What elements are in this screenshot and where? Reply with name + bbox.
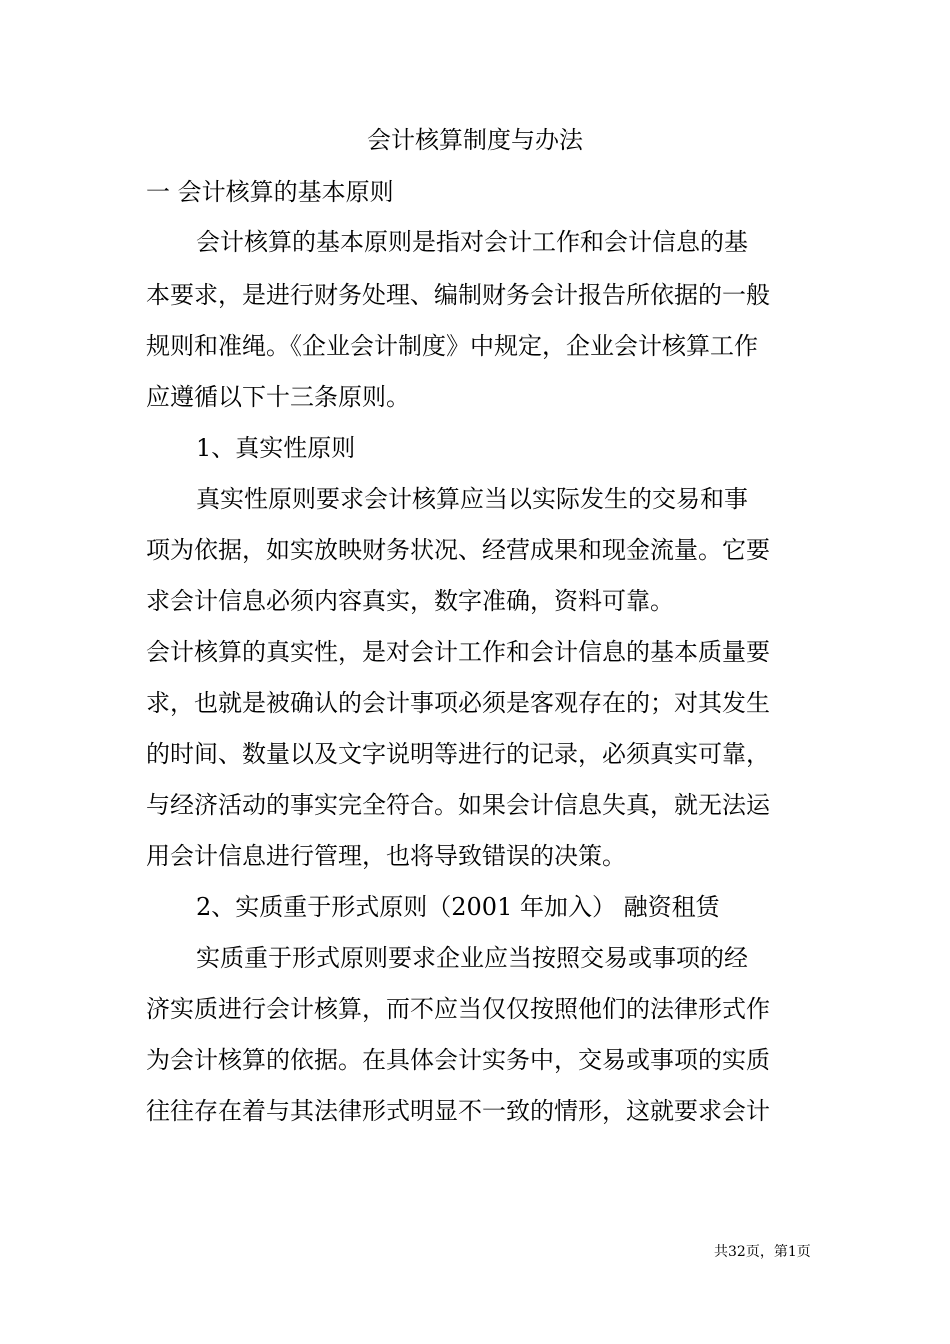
paragraph-line: 应遵循以下十三条原则。 [146, 383, 410, 411]
paragraph-line: 实质重于形式原则要求企业应当按照交易或事项的经 [196, 944, 748, 972]
paragraph-line: 的时间、数量以及文字说明等进行的记录，必须真实可靠， [146, 740, 770, 768]
page-number-footer: 共32页，第1页 [714, 1244, 811, 1260]
paragraph-line: 会计核算的真实性，是对会计工作和会计信息的基本质量要 [146, 638, 770, 666]
section-heading: 一 会计核算的基本原则 [146, 178, 394, 206]
document-title: 会计核算制度与办法 [367, 126, 583, 154]
paragraph-line: 会计核算的基本原则是指对会计工作和会计信息的基 [196, 228, 748, 256]
paragraph-line: 与经济活动的事实完全符合。如果会计信息失真，就无法运 [146, 791, 770, 819]
paragraph-line: 用会计信息进行管理，也将导致错误的决策。 [146, 842, 626, 870]
paragraph-line: 济实质进行会计核算，而不应当仅仅按照他们的法律形式作 [146, 995, 770, 1023]
paragraph-line: 本要求，是进行财务处理、编制财务会计报告所依据的一般 [146, 281, 770, 309]
paragraph-line: 往往存在着与其法律形式明显不一致的情形，这就要求会计 [146, 1097, 770, 1125]
subsection-heading: 2、实质重于形式原则（2001 年加入） 融资租赁 [196, 893, 720, 921]
paragraph-line: 项为依据，如实放映财务状况、经营成果和现金流量。它要 [146, 536, 770, 564]
paragraph-line: 为会计核算的依据。在具体会计实务中，交易或事项的实质 [146, 1046, 770, 1074]
paragraph-line: 求会计信息必须内容真实，数字准确，资料可靠。 [146, 587, 674, 615]
paragraph-line: 真实性原则要求会计核算应当以实际发生的交易和事 [196, 485, 748, 513]
subsection-heading: 1、真实性原则 [196, 434, 356, 462]
paragraph-line: 求，也就是被确认的会计事项必须是客观存在的；对其发生 [146, 689, 770, 717]
paragraph-line: 规则和准绳。《企业会计制度》中规定，企业会计核算工作 [146, 332, 758, 360]
